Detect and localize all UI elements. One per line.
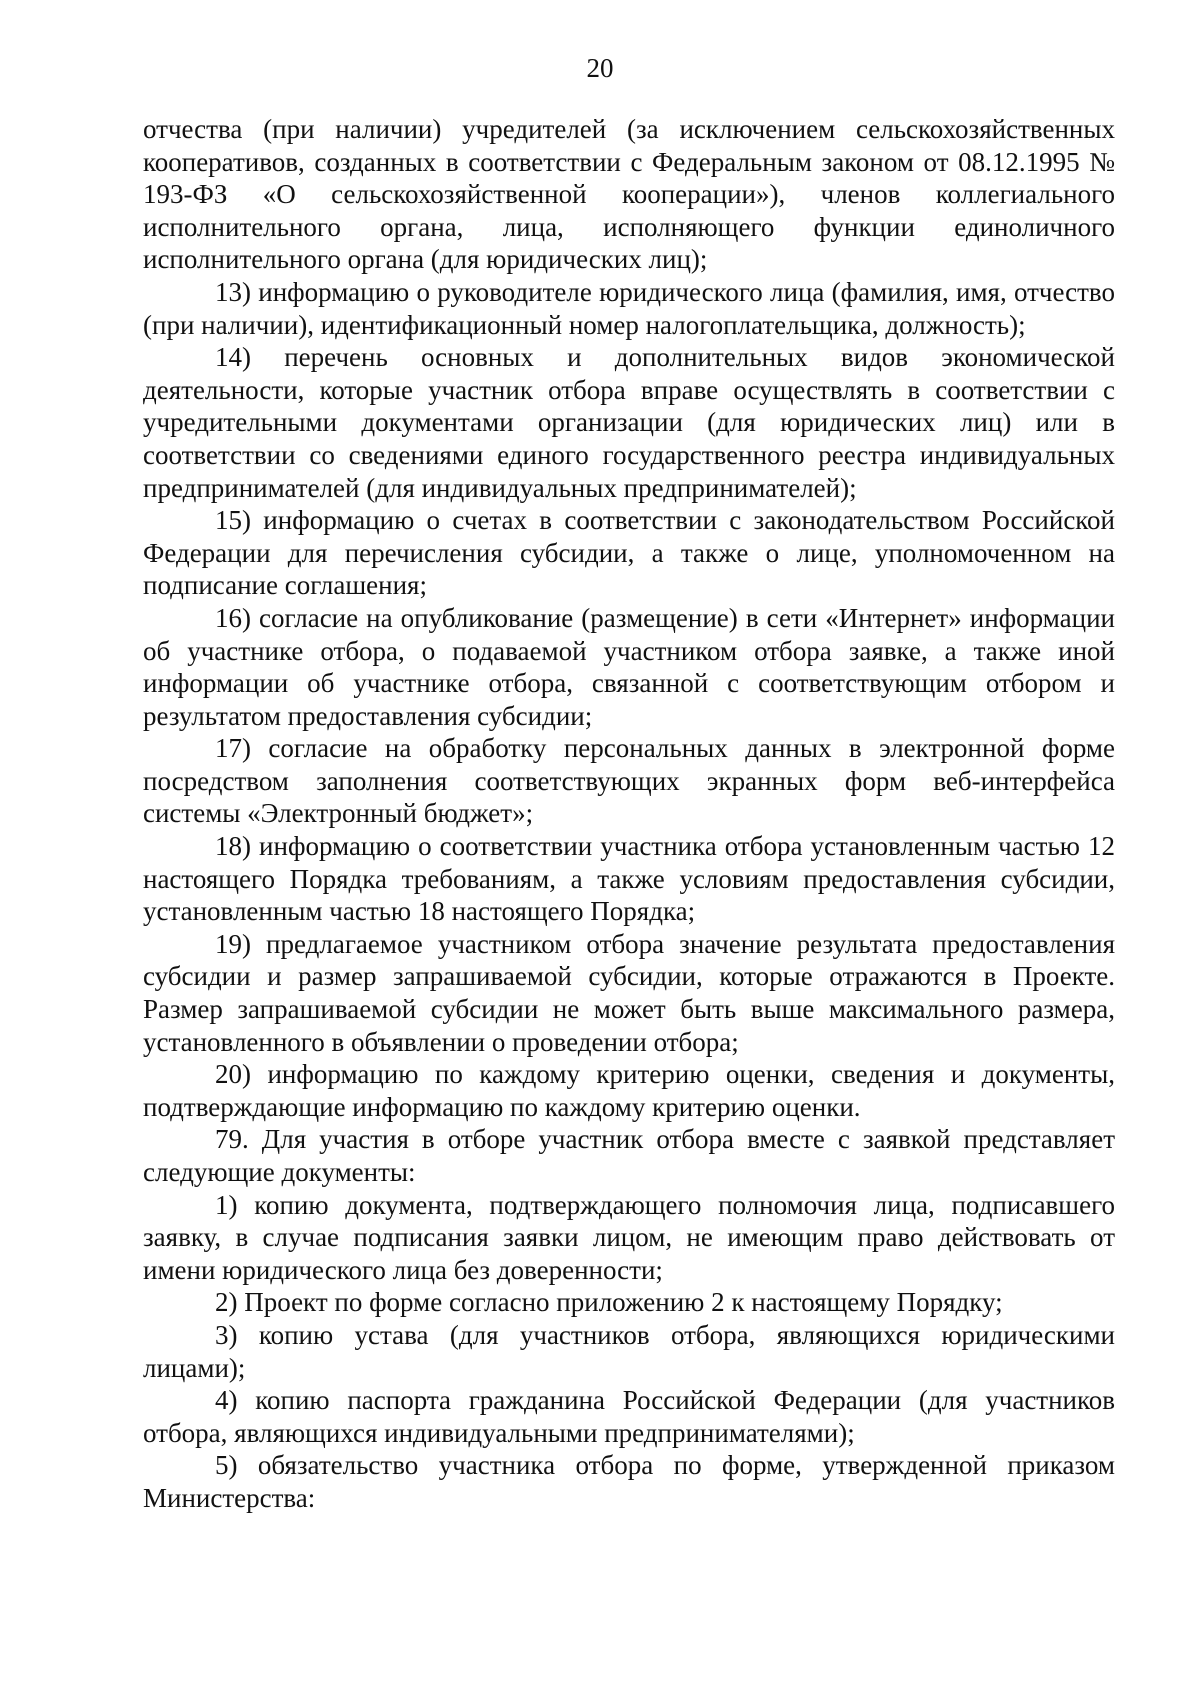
document-body	[143, 113, 1115, 1515]
paragraph-doc-item-2: 2) Проект по форме согласно приложению 2 к настоящему Порядку;	[215, 1287, 1003, 1318]
paragraph-doc-item-1: 1) копию документа, подтверждающего полномочия лица, подписавшего заявку, в случае подписания заявки лицом, не имеющим право действовать от имени юридического лица без доверенности;	[143, 1189, 1115, 1285]
paragraph-item-16: 16) согласие на опубликование (размещение) в сети «Интернет» информации об участнике отбора, о подаваемой участником отбора заявке, а также иной информации об участнике отбора, связанной с соответствующим отбором и результатом предоставления субсидии;	[143, 602, 1115, 731]
paragraph-doc-item-4: 4) копию паспорта гражданина Российской Федерации (для участников отбора, являющихся индивидуальными предпринимателями);	[143, 1385, 1115, 1448]
paragraph-item-19: 19) предлагаемое участником отбора значение результата предоставления субсидии и размер запрашиваемой субсидии, которые отражаются в Проекте. Размер запрашиваемой субсидии не может быть выше максимального размера, установленного в объявлении о проведении отбора;	[143, 928, 1115, 1057]
paragraph-item-20: 20) информацию по каждому критерию оценки, сведения и документы, подтверждающие информацию по каждому критерию оценки.	[143, 1059, 1115, 1122]
paragraph-section-79: 79. Для участия в отборе участник отбора вместе с заявкой представляет следующие документы:	[143, 1124, 1115, 1187]
paragraph-item-17: 17) согласие на обработку персональных данных в электронной форме посредством заполнения соответствующих экранных форм веб-интерфейса системы «Электронный бюджет»;	[143, 733, 1115, 829]
paragraph-founders-continuation: отчества (при наличии) учредителей (за исключением сельскохозяйственных кооперативов, созданных в соответствии с Федеральным законом от 08.12.1995 № 193-ФЗ «О сельскохозяйственной кооперации»), членов коллегиального исполнительного органа, лица, исполняющего функции единоличного исполнительного органа (для юридических лиц);	[143, 114, 1115, 275]
paragraph-doc-item-3: 3) копию устава (для участников отбора, являющихся юридическими лицами);	[143, 1319, 1115, 1383]
paragraph-item-15: 15) информацию о счетах в соответствии с законодательством Российской Федерации для перечисления субсидии, а также о лице, уполномоченном на подписание соглашения;	[143, 505, 1115, 601]
page-number: 20	[586, 53, 614, 83]
paragraph-item-14: 14) перечень основных и дополнительных видов экономической деятельности, которые участник отбора вправе осуществлять в соответствии с учредительными документами организации (для юридических лиц) или в соответствии со сведениями единого государственного реестра индивидуальных предпринимателей (для индивидуальных предпринимателей);	[143, 342, 1115, 503]
paragraph-item-13: 13) информацию о руководителе юридического лица (фамилия, имя, отчество (при наличии), идентификационный номер налогоплательщика, должность);	[143, 276, 1115, 340]
paragraph-item-18: 18) информацию о соответствии участника отбора установленным частью 12 настоящего Порядка требованиям, а также условиям предоставления субсидии, установленным частью 18 настоящего Порядка;	[143, 831, 1115, 927]
paragraph-doc-item-5: 5) обязательство участника отбора по форме, утвержденной приказом Министерства:	[143, 1450, 1115, 1513]
